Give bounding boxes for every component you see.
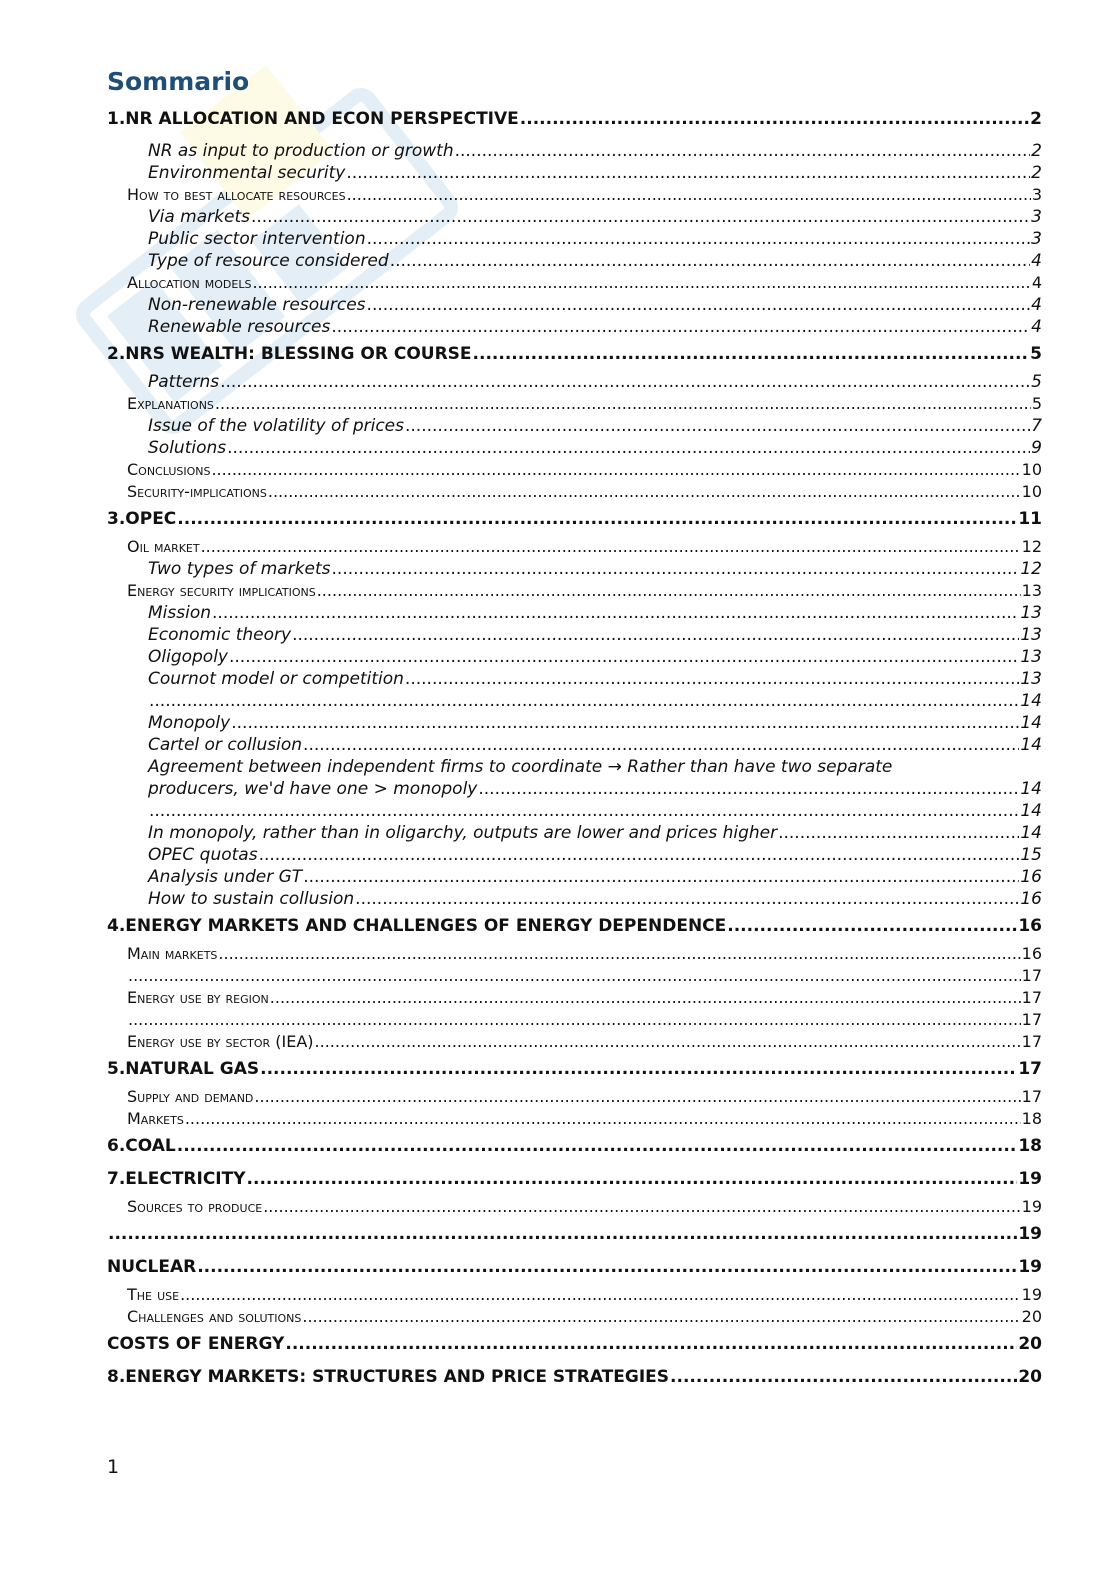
- toc-entry[interactable]: [107, 1218, 1042, 1251]
- toc-entry-label: Security-implications: [127, 482, 267, 501]
- toc-entry-label: 6.COAL: [107, 1136, 176, 1156]
- dot-leader: [149, 690, 1019, 712]
- dot-leader: [251, 206, 1030, 228]
- toc-page-number: 10: [1021, 460, 1042, 479]
- toc-entry[interactable]: [107, 459, 1042, 481]
- dot-leader: [455, 140, 1031, 162]
- toc-entry[interactable]: [107, 536, 1042, 558]
- toc-page-number: 13: [1020, 647, 1042, 667]
- toc-entry-label: 1.NR ALLOCATION AND ECON PERSPECTIVE: [107, 109, 519, 129]
- dot-leader: [263, 1196, 1020, 1218]
- dot-leader: [292, 624, 1019, 646]
- toc-entry[interactable]: [107, 1328, 1042, 1361]
- table-of-contents: [107, 107, 1042, 1394]
- toc-page-number: 4: [1031, 317, 1042, 337]
- toc-page-number: 14: [1020, 713, 1042, 733]
- toc-entry-label: The use: [127, 1285, 180, 1304]
- toc-entry[interactable]: [107, 1163, 1042, 1196]
- dot-leader: [520, 107, 1029, 132]
- dot-leader: [473, 338, 1030, 371]
- toc-entry-label: 2.NRS WEALTH: BLESSING OR COURSE: [107, 344, 472, 364]
- toc-page-number: 11: [1018, 509, 1042, 529]
- toc-page-number: 12: [1021, 537, 1042, 556]
- toc-page-number: 18: [1018, 1136, 1042, 1156]
- toc-entry-label: 5.NATURAL GAS: [107, 1059, 260, 1079]
- toc-page-number: 10: [1021, 482, 1042, 501]
- dot-leader: [332, 558, 1020, 580]
- toc-page: [107, 62, 1042, 1394]
- toc-entry-label: 3.OPEC: [107, 509, 177, 529]
- toc-entry[interactable]: [107, 107, 1042, 132]
- toc-entry[interactable]: [107, 371, 1042, 393]
- toc-title: Sommario: [107, 67, 250, 96]
- toc-page-number: 2: [1031, 141, 1042, 161]
- toc-page-number: 13: [1021, 581, 1042, 600]
- toc-entry[interactable]: [107, 1284, 1042, 1306]
- toc-page-number: 18: [1021, 1109, 1042, 1128]
- dot-leader: [128, 1009, 1021, 1031]
- toc-entry-label: Sources to produce: [127, 1197, 263, 1216]
- dot-leader: [347, 184, 1031, 206]
- toc-page-number: 16: [1020, 867, 1042, 887]
- toc-entry-label: Analysis under GT: [148, 867, 303, 887]
- toc-entry-label: producers, we'd have one > monopoly: [148, 779, 478, 799]
- dot-leader: [259, 844, 1020, 866]
- toc-page-number: 16: [1018, 916, 1042, 936]
- toc-page-number: 19: [1018, 1169, 1042, 1189]
- toc-entry-label: Patterns: [148, 372, 220, 392]
- toc-entry[interactable]: [107, 316, 1042, 338]
- dot-leader: [367, 294, 1031, 316]
- toc-entry[interactable]: [107, 965, 1042, 987]
- toc-page-number: 4: [1031, 295, 1042, 315]
- toc-entry[interactable]: [107, 415, 1042, 437]
- toc-entry[interactable]: [107, 338, 1042, 371]
- toc-entry-label: Energy use by region: [127, 988, 269, 1007]
- toc-entry-label: Markets: [127, 1109, 184, 1128]
- dot-leader: [317, 580, 1021, 602]
- toc-page-number: 3: [1031, 207, 1042, 227]
- toc-page-number: 16: [1021, 944, 1042, 963]
- toc-entry-label: Issue of the volatility of prices: [148, 416, 404, 436]
- toc-entry-label: How to best allocate resources: [127, 185, 346, 204]
- toc-entry-label: Non-renewable resources: [148, 295, 366, 315]
- dot-leader: [218, 943, 1020, 965]
- dot-leader: [212, 602, 1019, 624]
- dot-leader: [229, 646, 1019, 668]
- toc-entry[interactable]: [107, 943, 1042, 965]
- toc-entry-label: In monopoly, rather than in oligarchy, outputs are lower and prices higher: [148, 823, 778, 843]
- toc-page-number: 4: [1031, 251, 1042, 271]
- toc-entry-label: Cournot model or competition: [148, 669, 404, 689]
- toc-page-number: 17: [1021, 1010, 1042, 1029]
- toc-page-number: 12: [1020, 559, 1042, 579]
- toc-page-number: 13: [1020, 625, 1042, 645]
- toc-page-number: 20: [1018, 1334, 1042, 1354]
- toc-entry-label: 8.ENERGY MARKETS: STRUCTURES AND PRICE STRATEGIES: [107, 1367, 670, 1387]
- toc-entry[interactable]: [107, 250, 1042, 272]
- dot-leader: [303, 866, 1019, 888]
- toc-page-number: 19: [1021, 1285, 1042, 1304]
- toc-entry-label: How to sustain collusion: [148, 889, 355, 909]
- dot-leader: [390, 250, 1030, 272]
- dot-leader: [128, 965, 1021, 987]
- toc-entry[interactable]: [107, 844, 1042, 866]
- dot-leader: [177, 1130, 1018, 1163]
- toc-entry[interactable]: [107, 272, 1042, 294]
- toc-page-number: 4: [1031, 273, 1042, 292]
- toc-entry[interactable]: [107, 558, 1042, 580]
- dot-leader: [478, 778, 1019, 800]
- dot-leader: [180, 1284, 1021, 1306]
- toc-entry[interactable]: [107, 437, 1042, 459]
- toc-entry[interactable]: [107, 910, 1042, 943]
- toc-page-number: 19: [1018, 1224, 1042, 1244]
- toc-entry[interactable]: [107, 1053, 1042, 1086]
- toc-page-number: 15: [1020, 845, 1042, 865]
- dot-leader: [254, 1086, 1020, 1108]
- toc-entry[interactable]: [107, 184, 1042, 206]
- dot-leader: [670, 1361, 1017, 1394]
- dot-leader: [405, 668, 1019, 690]
- toc-entry-label: Public sector intervention: [148, 229, 366, 249]
- toc-page-number: 20: [1021, 1307, 1042, 1326]
- dot-leader: [331, 316, 1030, 338]
- toc-page-number: 2: [1030, 109, 1042, 129]
- toc-entry-label: COSTS OF ENERGY: [107, 1334, 285, 1354]
- toc-entry[interactable]: [107, 1108, 1042, 1130]
- dot-leader: [197, 1251, 1017, 1284]
- toc-entry[interactable]: [107, 690, 1042, 712]
- toc-entry[interactable]: [107, 987, 1042, 1009]
- dot-leader: [270, 987, 1021, 1009]
- page-number: 1: [107, 1456, 120, 1478]
- toc-entry-label: Explanations: [127, 394, 214, 413]
- toc-page-number: 14: [1020, 801, 1042, 821]
- toc-entry[interactable]: [107, 1031, 1042, 1053]
- toc-page-number: 17: [1021, 966, 1042, 985]
- toc-page-number: 9: [1031, 438, 1042, 458]
- toc-entry-label: Environmental security: [148, 163, 346, 183]
- toc-page-number: 13: [1020, 669, 1042, 689]
- toc-entry[interactable]: [107, 1086, 1042, 1108]
- toc-entry-label: Oligopoly: [148, 647, 228, 667]
- toc-entry-label: Cartel or collusion: [148, 735, 303, 755]
- toc-entry[interactable]: [107, 503, 1042, 536]
- toc-entry-label: OPEC quotas: [148, 845, 258, 865]
- dot-leader: [185, 1108, 1021, 1130]
- toc-entry[interactable]: [107, 140, 1042, 162]
- toc-page-number: 7: [1031, 416, 1042, 436]
- toc-entry[interactable]: [107, 1130, 1042, 1163]
- toc-entry[interactable]: [107, 624, 1042, 646]
- toc-page-number: 13: [1020, 603, 1042, 623]
- toc-page-number: 17: [1021, 1087, 1042, 1106]
- toc-page-number: 16: [1020, 889, 1042, 909]
- toc-page-number: 5: [1031, 394, 1042, 413]
- toc-entry-label: Two types of markets: [148, 559, 331, 579]
- dot-leader: [268, 481, 1021, 503]
- toc-entry-label: NR as input to production or growth: [148, 141, 454, 161]
- toc-entry[interactable]: [107, 734, 1042, 756]
- dot-leader: [231, 712, 1019, 734]
- toc-entry[interactable]: [107, 888, 1042, 910]
- toc-page-number: 2: [1031, 163, 1042, 183]
- toc-entry[interactable]: [107, 1009, 1042, 1031]
- dot-leader: [247, 1163, 1018, 1196]
- dot-leader: [252, 272, 1030, 294]
- dot-leader: [367, 228, 1031, 250]
- dot-leader: [315, 1031, 1021, 1053]
- toc-page-number: 17: [1021, 988, 1042, 1007]
- toc-entry[interactable]: [107, 580, 1042, 602]
- dot-leader: [108, 1218, 1017, 1251]
- toc-entry[interactable]: [107, 756, 1042, 800]
- toc-entry[interactable]: [107, 646, 1042, 668]
- toc-entry-label: 7.ELECTRICITY: [107, 1169, 246, 1189]
- toc-entry[interactable]: [107, 1196, 1042, 1218]
- toc-entry-label: Economic theory: [148, 625, 292, 645]
- dot-leader: [215, 393, 1031, 415]
- toc-entry-label: Mission: [148, 603, 212, 623]
- toc-entry[interactable]: [107, 602, 1042, 624]
- toc-page-number: 3: [1031, 229, 1042, 249]
- toc-entry[interactable]: [107, 393, 1042, 415]
- toc-entry[interactable]: [107, 1361, 1042, 1394]
- toc-page-number: 5: [1031, 372, 1042, 392]
- toc-entry[interactable]: [107, 822, 1042, 844]
- toc-page-number: 19: [1018, 1257, 1042, 1277]
- toc-page-number: 5: [1030, 344, 1042, 364]
- toc-entry[interactable]: [107, 866, 1042, 888]
- toc-page-number: 17: [1021, 1032, 1042, 1051]
- toc-entry[interactable]: [107, 1306, 1042, 1328]
- toc-entry-label: Challenges and solutions: [127, 1307, 302, 1326]
- dot-leader: [260, 1053, 1017, 1086]
- toc-entry[interactable]: [107, 481, 1042, 503]
- dot-leader: [346, 162, 1030, 184]
- dot-leader: [149, 800, 1019, 822]
- dot-leader: [778, 822, 1019, 844]
- toc-entry-label: Solutions: [148, 438, 227, 458]
- toc-entry[interactable]: [107, 712, 1042, 734]
- toc-entry[interactable]: [107, 1251, 1042, 1284]
- toc-page-number: 20: [1018, 1367, 1042, 1387]
- toc-entry-label: NUCLEAR: [107, 1257, 197, 1277]
- dot-leader: [177, 503, 1017, 536]
- toc-page-number: 14: [1020, 735, 1042, 755]
- toc-entry-label: Main markets: [127, 944, 218, 963]
- toc-entry[interactable]: [107, 162, 1042, 184]
- toc-entry-label: Agreement between independent firms to coordinate → Rather than have two separate: [148, 757, 893, 777]
- dot-leader: [211, 459, 1020, 481]
- toc-page-number: 17: [1018, 1059, 1042, 1079]
- toc-entry-label: Energy security implications: [127, 581, 316, 600]
- toc-page-number: 19: [1021, 1197, 1042, 1216]
- toc-entry[interactable]: [107, 294, 1042, 316]
- dot-leader: [220, 371, 1030, 393]
- dot-leader: [303, 734, 1019, 756]
- toc-entry[interactable]: [107, 206, 1042, 228]
- toc-page-number: 14: [1020, 823, 1042, 843]
- toc-entry-label: Energy use by sector (IEA): [127, 1032, 314, 1051]
- toc-entry-label: Renewable resources: [148, 317, 331, 337]
- toc-entry[interactable]: [107, 228, 1042, 250]
- toc-entry-label: 4.ENERGY MARKETS AND CHALLENGES OF ENERGY DEPENDENCE: [107, 916, 727, 936]
- toc-entry-label: Oil market: [127, 537, 200, 556]
- toc-page-number: 14: [1020, 691, 1042, 711]
- toc-entry-label: Allocation models: [127, 273, 252, 292]
- toc-entry-label: Monopoly: [148, 713, 231, 733]
- toc-entry-label: Supply and demand: [127, 1087, 254, 1106]
- toc-entry-label: Via markets: [148, 207, 250, 227]
- toc-page-number: 3: [1031, 185, 1042, 204]
- dot-leader: [727, 910, 1017, 943]
- toc-entry-label: Conclusions: [127, 460, 211, 479]
- dot-leader: [285, 1328, 1017, 1361]
- toc-page-number: 14: [1020, 779, 1042, 799]
- toc-entry[interactable]: [107, 668, 1042, 690]
- dot-leader: [405, 415, 1030, 437]
- toc-entry-label: Type of resource considered: [148, 251, 389, 271]
- dot-leader: [201, 536, 1021, 558]
- toc-entry[interactable]: [107, 800, 1042, 822]
- dot-leader: [227, 437, 1030, 459]
- dot-leader: [302, 1306, 1020, 1328]
- dot-leader: [355, 888, 1019, 910]
